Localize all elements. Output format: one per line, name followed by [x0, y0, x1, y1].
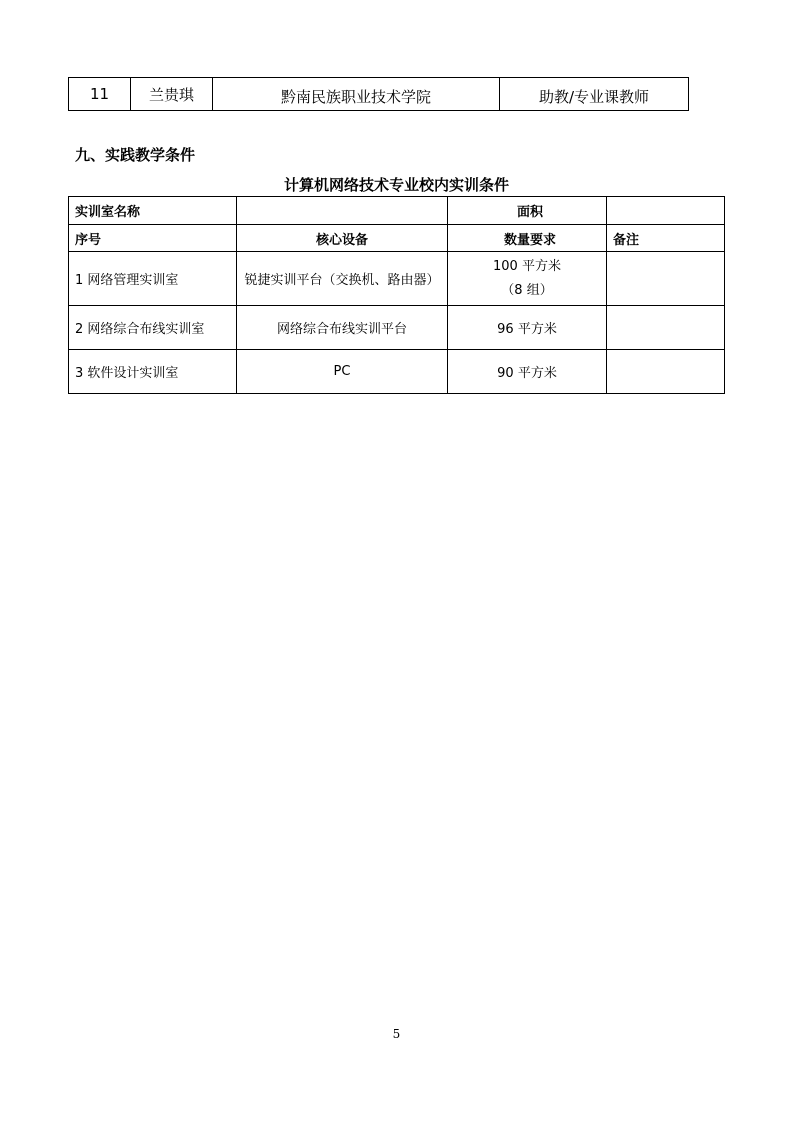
section-heading: 九、实践教学条件 [75, 146, 196, 164]
header-quantity: 数量要求 [448, 225, 607, 252]
remark-cell [607, 306, 725, 350]
remark-cell [607, 350, 725, 394]
lab-name-label: 实训室名称 [69, 197, 237, 225]
page-number: 5 [392, 1027, 401, 1041]
table-row [69, 197, 725, 225]
equipment-cell: 网络综合布线实训平台 [237, 306, 448, 350]
table-title: 计算机网络技术专业校内实训条件 [283, 176, 509, 194]
table-row [69, 78, 689, 111]
quantity-cell [448, 252, 607, 306]
staff-institution: 黔南民族职业技术学院 [213, 78, 500, 111]
table-row [69, 306, 725, 350]
header-remark: 备注 [607, 225, 725, 252]
lab-name-value [237, 197, 448, 225]
quantity-cell: 90 平方米 [448, 350, 607, 394]
staff-title: 助教/专业课教师 [500, 78, 689, 111]
quantity-value: 100 平方米 [493, 258, 561, 274]
staff-number: 11 [69, 78, 131, 111]
header-index: 序号 [69, 225, 237, 252]
lab-cell: 3 软件设计实训室 [69, 350, 237, 394]
equipment-cell: PC [237, 350, 448, 394]
table-row [69, 252, 725, 306]
quantity-cell: 96 平方米 [448, 306, 607, 350]
header-equipment: 核心设备 [237, 225, 448, 252]
quantity-note: （8 组） [501, 282, 553, 298]
table-row [69, 350, 725, 394]
area-value [607, 197, 725, 225]
remark-cell [607, 252, 725, 306]
staff-name: 兰贵琪 [131, 78, 213, 111]
lab-conditions-table [68, 196, 725, 394]
lab-cell: 1 网络管理实训室 [69, 252, 237, 306]
area-label: 面积 [448, 197, 607, 225]
staff-table [68, 77, 689, 111]
table-header-row [69, 225, 725, 252]
equipment-cell: 锐捷实训平台（交换机、路由器） [237, 252, 448, 306]
lab-cell: 2 网络综合布线实训室 [69, 306, 237, 350]
